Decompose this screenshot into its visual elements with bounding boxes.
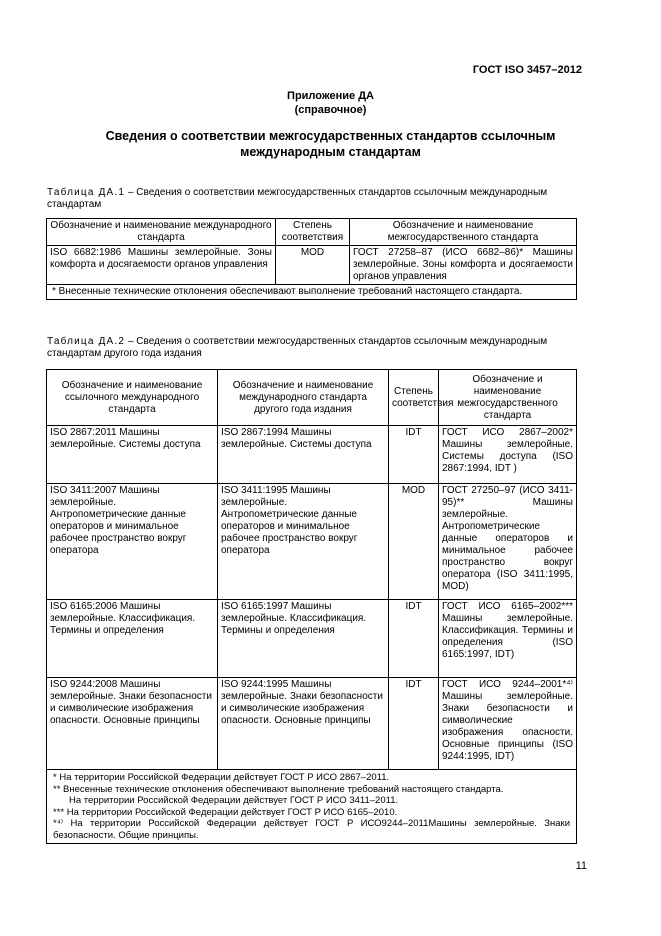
table1-header-gost: Обозначение и наименование межгосударственного стандарта [350,219,577,246]
table2-caption-label: Таблица ДА.2 [47,336,126,347]
table2-notes-row [47,770,577,844]
table2-header-gost: Обозначение и наименование межгосударственного стандарта [439,370,577,426]
table1-note: * Внесенные технические отклонения обеспечивают выполнение требований настоящего стандарта. [47,285,577,300]
document-code: ГОСТ ISO 3457–2012 [472,64,582,76]
table2-cell-other: ISO 3411:1995 Машины землеройные. Антропометрические данные операторов и минимальное рабочее пространство вокруг оператора [218,484,389,600]
table2-note: ** Внесенные технические отклонения обеспечивают выполнение требований настоящего стандарта. [53,783,504,795]
table2-header-ref: Обозначение и наименование ссылочного международного стандарта [47,370,218,426]
table2-note: * На территории Российской Федерации действует ГОСТ Р ИСО 2867–2011. [53,772,390,783]
table2-cell-gost: ГОСТ ИСО 9244–2001*⁴⁾ Машины землеройные. Знаки безопасности и символические изображения опасности. Основные принципы (ISO 9244:1995, IDT) [439,678,577,770]
table1-header-intl: Обозначение и наименование международного стандарта [47,219,276,246]
table1-caption-text: – Сведения о соответствии межгосударственных стандартов ссылочным международным стандартам [47,187,548,210]
table2-cell-ref: ISO 2867:2011 Машины землеройные. Системы доступа [47,426,218,484]
table-row [47,678,577,770]
table2-cell-gost: ГОСТ ИСО 6165–2002*** Машины землеройные. Классификация. Термины и определения (ISO 6165:1997, IDT) [439,600,577,678]
appendix-subtitle: (справочное) [294,104,367,116]
table2-caption-text: – Сведения о соответствии межгосударственных стандартов ссылочным международным стандартам другого года издания [47,336,548,359]
table2-cell-other: ISO 9244:1995 Машины землеройные. Знаки безопасности и символические изображения опасности. Основные принципы [218,678,389,770]
table2-cell-degree: IDT [389,678,439,770]
table2-note: *** На территории Российской Федерации действует ГОСТ Р ИСО 6165–2010. [53,806,398,818]
table2 [46,369,577,844]
table2-cell-degree: IDT [389,600,439,678]
table1-cell-intl: ISO 6682:1986 Машины землеройные. Зоны комфорта и досягаемости органов управления [47,246,276,285]
table2-cell-degree: IDT [389,426,439,484]
table2-cell-other: ISO 6165:1997 Машины землеройные. Классификация. Термины и определения [218,600,389,678]
appendix-title: Приложение ДА [287,90,374,102]
table1-cell-degree: MOD [276,246,350,285]
table1-cell-gost: ГОСТ 27258–87 (ИСО 6682–86)* Машины землеройные. Зоны комфорта и досягаемости органов управления [350,246,577,285]
table2-caption [47,336,587,360]
page-number: 11 [575,860,587,872]
table2-cell-gost: ГОСТ 27250–97 (ИСО 3411-95)** Машины землеройные. Антропометрические данные операторов и минимальное рабочее пространство вокруг оператора (ISO 3411:1995, MOD) [439,484,577,600]
table-row [47,600,577,678]
table1 [46,218,577,300]
table2-cell-ref: ISO 3411:2007 Машины землеройные. Антропометрические данные операторов и минимальное рабочее пространство вокруг оператора [47,484,218,600]
table2-header-other: Обозначение и наименование международного стандарта другого года издания [218,370,389,426]
table2-cell-ref: ISO 6165:2006 Машины землеройные. Классификация. Термины и определения [47,600,218,678]
table-row [47,246,577,285]
table1-header-degree: Степень соответствия [276,219,350,246]
table-row [47,426,577,484]
page-title-line-1: Сведения о соответствии межгосударственных стандартов ссылочным [105,129,556,143]
table2-cell-degree: MOD [389,484,439,600]
table-row [47,484,577,600]
table2-header-row [47,370,577,426]
page-title [60,128,601,160]
table2-note: На территории Российской Федерации действует ГОСТ Р ИСО 3411–2011. [69,795,399,806]
table1-header-row [47,219,577,246]
page-title-line-2: международным стандартам [240,145,421,159]
table2-cell-gost: ГОСТ ИСО 2867–2002* Машины землеройные. Системы доступа (ISO 2867:1994, IDT ) [439,426,577,484]
table1-note-row [47,285,577,300]
table1-caption-label: Таблица ДА.1 [47,187,126,198]
table2-note: *⁴⁾ На территории Российской Федерации действует ГОСТ Р ИСО9244–2011Машины землеройные. Знаки безопасности. Общие принципы. [53,818,570,841]
table2-notes [47,770,577,844]
table2-header-degree: Степень соответствия [389,370,439,426]
table2-cell-ref: ISO 9244:2008 Машины землеройные. Знаки безопасности и символические изображения опасности. Основные принципы [47,678,218,770]
table1-caption [47,187,587,211]
table2-cell-other: ISO 2867:1994 Машины землеройные. Системы доступа [218,426,389,484]
